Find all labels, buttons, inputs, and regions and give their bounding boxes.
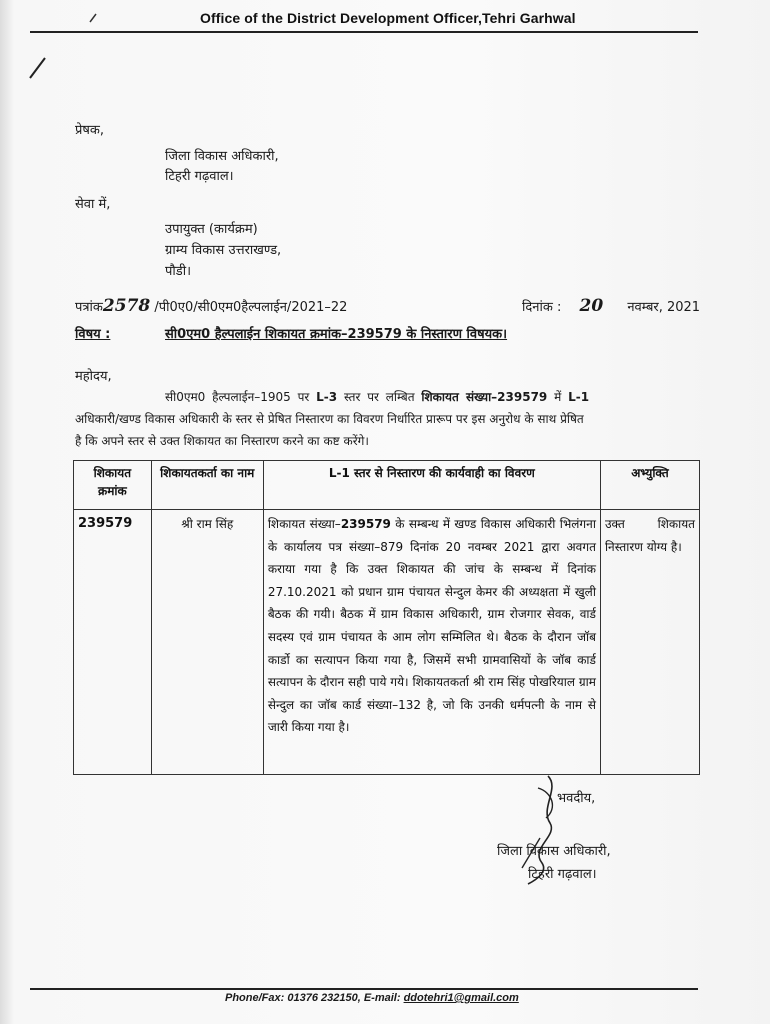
to-label: सेवा में, bbox=[75, 197, 111, 212]
table-row bbox=[74, 510, 700, 775]
footer-rule bbox=[30, 988, 698, 990]
from-line1: जिला विकास अधिकारी, bbox=[165, 149, 279, 164]
date-handwritten-day: 20 bbox=[579, 296, 604, 316]
pen-tick-mark bbox=[88, 12, 98, 24]
body-line3: है कि अपने स्तर से उक्त शिकायत का निस्तारण करने का कष्ट करेंगे। bbox=[75, 434, 369, 448]
reference-line bbox=[75, 297, 347, 317]
col-header-complaint-no: शिकायत क्रमांक bbox=[74, 461, 152, 510]
complaint-table bbox=[73, 460, 700, 775]
body-level-l1: L-1 bbox=[568, 390, 590, 404]
signature-place: टिहरी गढ़वाल। bbox=[528, 867, 597, 882]
body-part1: सी0एम0 हैल्पलाईन–1905 पर bbox=[165, 390, 310, 404]
footer-phone: Phone/Fax: 01376 232150, bbox=[225, 992, 361, 1004]
body-complaint-number: शिकायत संख्या–239579 bbox=[421, 390, 548, 404]
col-header-complainant: शिकायतकर्ता का नाम bbox=[151, 461, 263, 510]
ref-prefix: पत्रांक bbox=[75, 300, 103, 315]
cell-remark: उक्त शिकायत निस्तारण योग्य है। bbox=[600, 510, 699, 775]
subject-label: विषय : bbox=[75, 327, 111, 342]
header-rule bbox=[30, 31, 698, 33]
from-label: प्रेषक, bbox=[75, 123, 105, 138]
col-header-remark: अभ्युक्ति bbox=[600, 461, 699, 510]
action-lead: शिकायत संख्या– bbox=[267, 517, 341, 531]
ref-suffix: /पी0ए0/सी0एम0हैल्पलाईन/2021–22 bbox=[154, 300, 348, 315]
office-title: Office of the District Development Officer,Tehri Garhwal bbox=[200, 10, 576, 26]
subject-text: सी0एम0 हैल्पलाईन शिकायत क्रमांक–239579 के निस्तारण विषयक। bbox=[165, 327, 508, 342]
to-line2: ग्राम्य विकास उत्तराखण्ड, bbox=[165, 243, 282, 258]
date-rest: नवम्बर, 2021 bbox=[627, 300, 701, 315]
cell-complainant: श्री राम सिंह bbox=[151, 510, 263, 775]
cell-complaint-no: 239579 bbox=[74, 510, 152, 775]
footer-contact bbox=[225, 992, 519, 1004]
date-label: दिनांक : bbox=[522, 300, 562, 315]
to-line1: उपायुक्त (कार्यक्रम) bbox=[165, 222, 258, 237]
salutation: महोदय, bbox=[75, 369, 112, 384]
body-part3: में bbox=[554, 390, 562, 404]
footer-email-label: E-mail: bbox=[363, 992, 401, 1004]
body-part2: स्तर पर लम्बित bbox=[343, 390, 415, 404]
ref-handwritten-number: 2578 bbox=[102, 296, 151, 316]
body-level-l3: L-3 bbox=[316, 390, 338, 404]
body-paragraph bbox=[75, 386, 700, 452]
table-header-row bbox=[74, 461, 700, 510]
closing: भवदीय, bbox=[557, 791, 596, 806]
pen-stroke-mark bbox=[28, 52, 48, 82]
col-header-action-details: L-1 स्तर से निस्तारण की कार्यवाही का विवरण bbox=[263, 461, 600, 510]
to-line3: पौडी। bbox=[165, 264, 192, 279]
signature-designation: जिला विकास अधिकारी, bbox=[497, 844, 611, 859]
action-complaint-number: 239579 bbox=[340, 517, 391, 531]
from-line2: टिहरी गढ़वाल। bbox=[165, 169, 234, 184]
action-text: के सम्बन्ध में खण्ड विकास अधिकारी भिलंगना के कार्यालय पत्र संख्या–879 दिनांक 20 नवम्बर 2021 द्वारा अवगत कराया गया है कि उक्त शिकायत की जांच के सम्बन्ध में दिनांक 27.10.2021 को प्रधान ग्राम पंचायत सेन्दुल केमर की अध्यक्षता में खुली बैठक की गयी। बैठक में ग्राम विकास अधिकारी, ग्राम रोजगार सेवक, वार्ड सदस्य एवं ग्राम पंचायत के आम लोग सम्मिलित थे। बैठक के दौरान जॉब कार्डो का सत्यापन किया गया है, जिसमें सभी ग्रामवासियों के जॉब कार्ड सत्यापन के दौरान सही पाये गये। शिकायतकर्ता श्री राम सिंह पोखरियाल ग्राम सेन्दुल का जॉब कार्ड संख्या–132 है, जो कि उनकी धर्मपत्नी के नाम से जारी किया गया है। bbox=[267, 517, 596, 735]
cell-action-details bbox=[263, 510, 600, 775]
footer-email: ddotehri1@gmail.com bbox=[403, 992, 519, 1004]
body-line2: अधिकारी/खण्ड विकास अधिकारी के स्तर से प्रेषित निस्तारण का विवरण निर्धारित प्रारूप पर इस अनुरोध के साथ प्रेषित bbox=[75, 412, 584, 426]
date-line bbox=[522, 297, 700, 317]
